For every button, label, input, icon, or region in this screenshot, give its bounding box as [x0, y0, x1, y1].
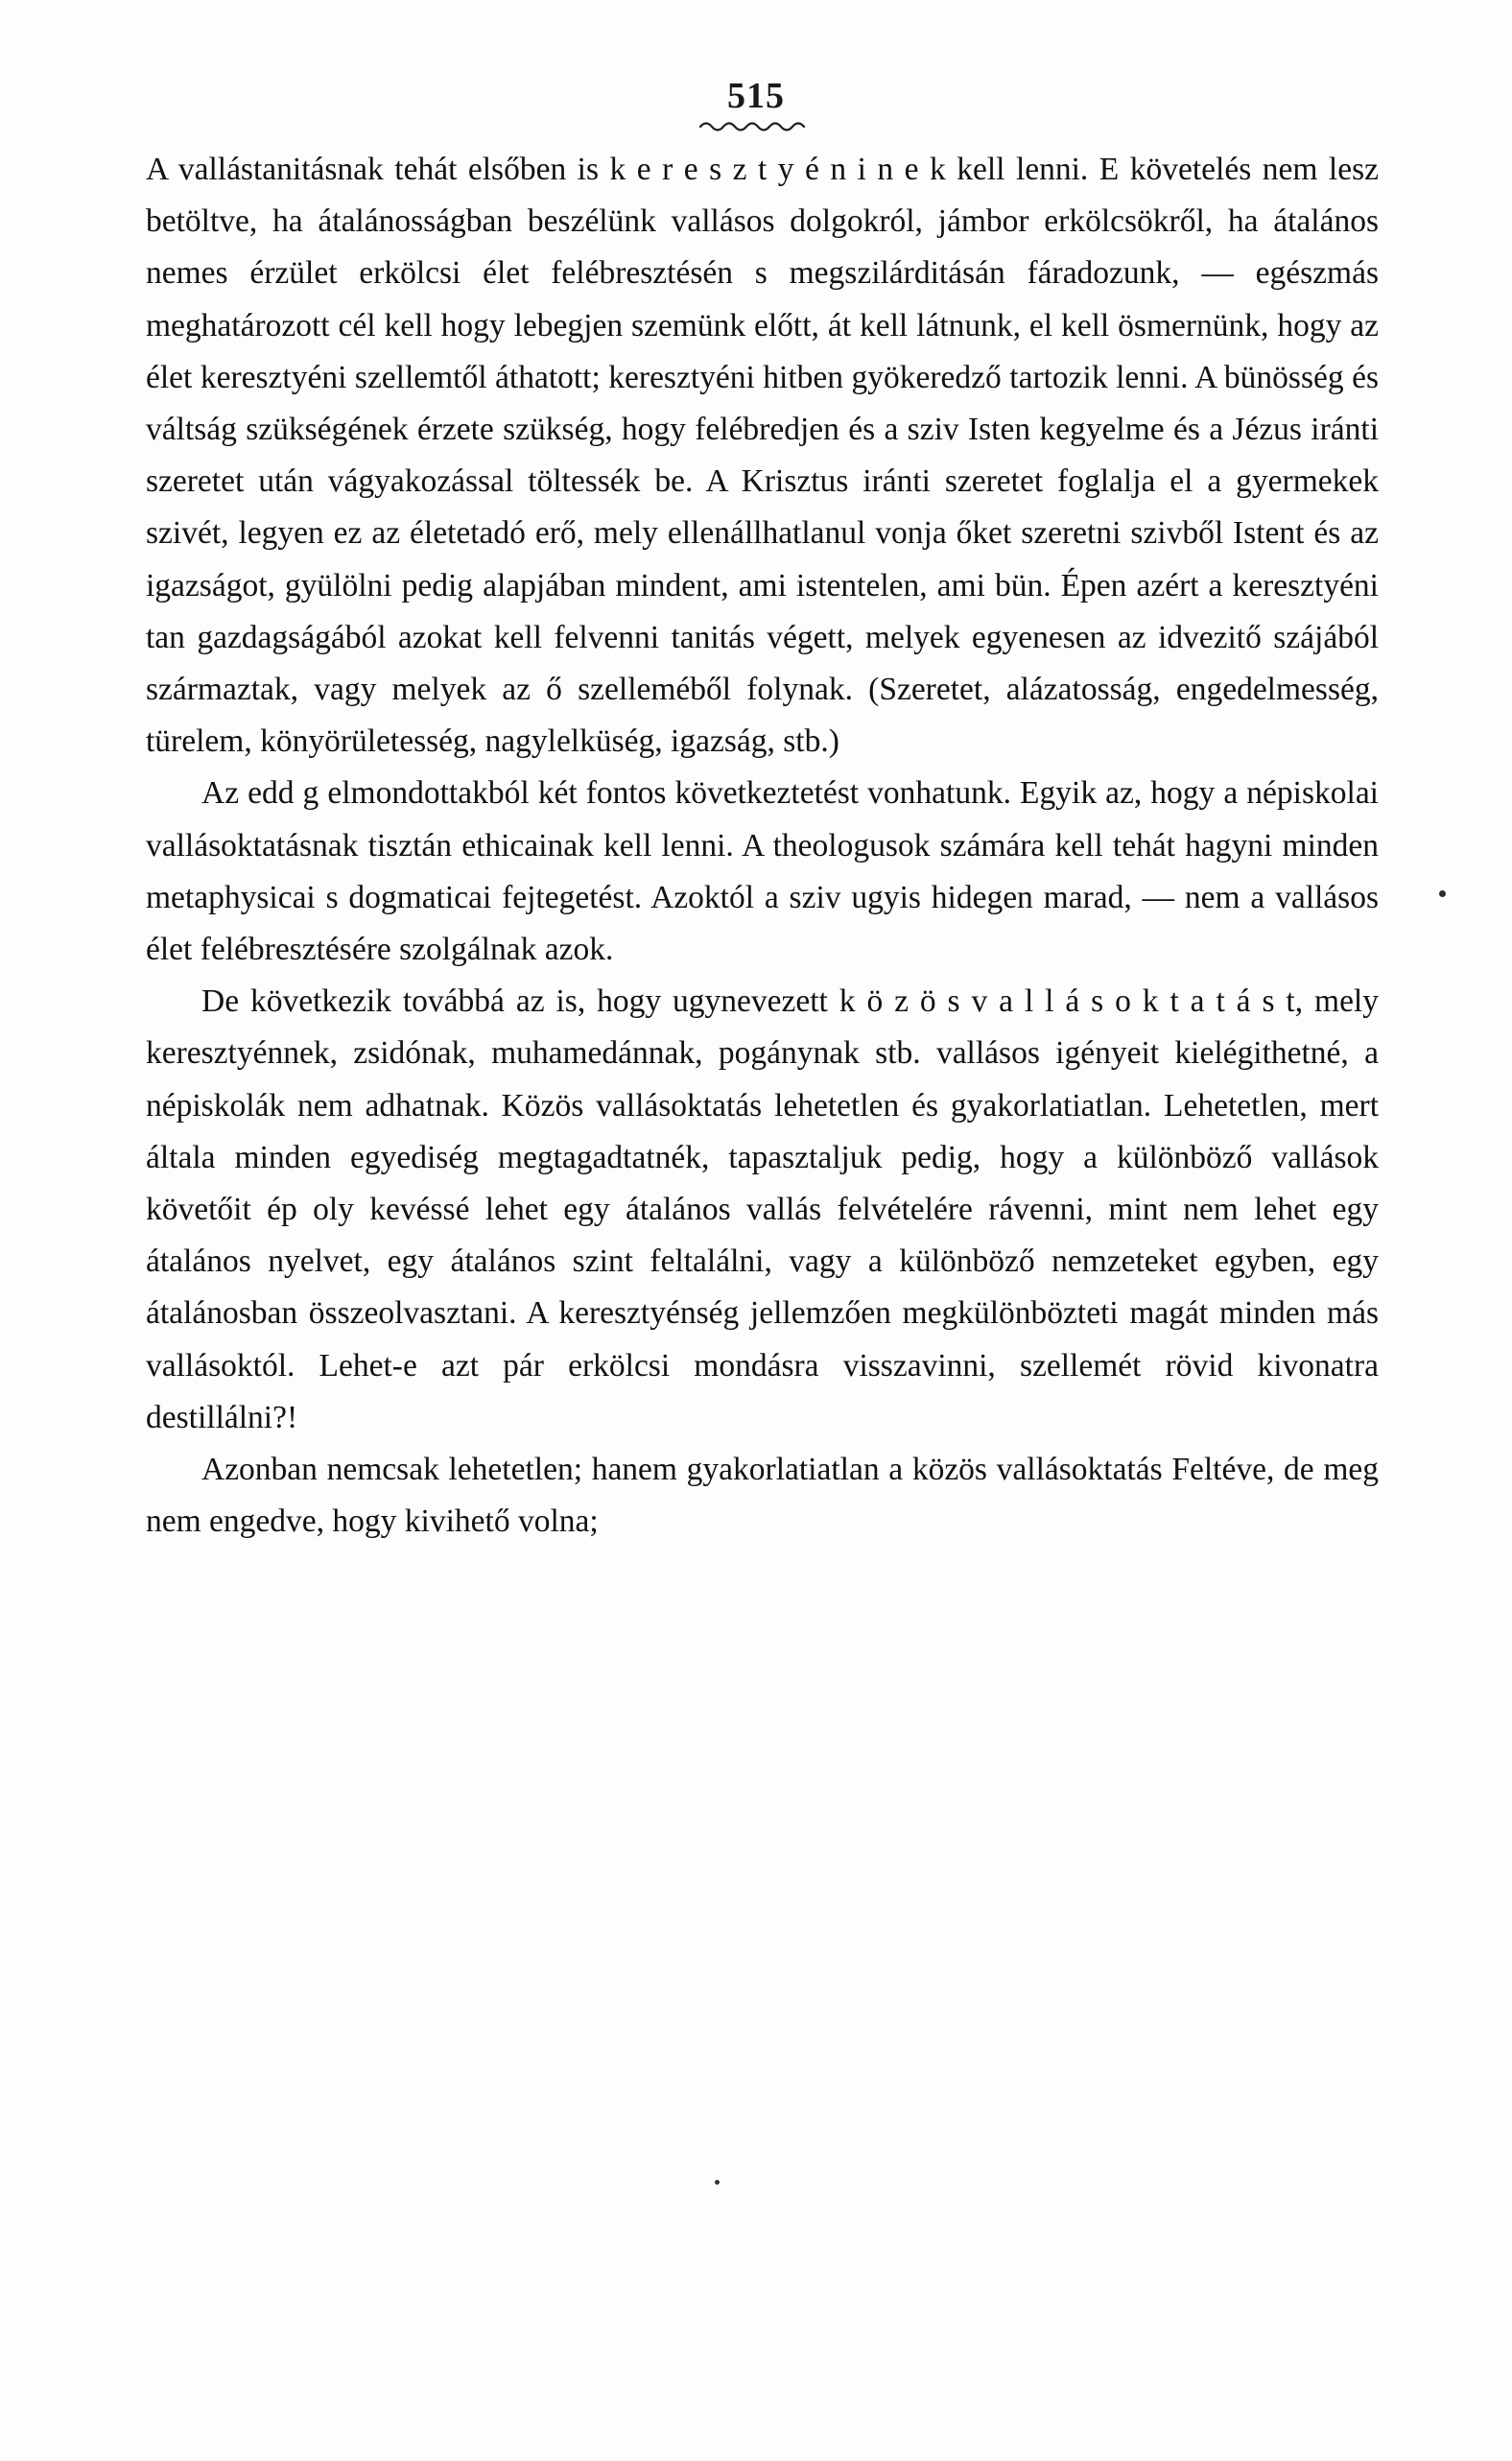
stray-ink-mark	[715, 2180, 720, 2185]
page-number: 515	[727, 76, 785, 116]
paragraph-4: Azonban nemcsak lehetetlen; hanem gyakorlatiatlan a közös vallásoktatás Feltéve, de meg nem engedve, hogy kivihető volna;	[146, 1452, 1379, 1540]
paragraph-3: De következik továbbá az is, hogy ugynevezett k ö z ö s v a l l á s o k t a t á s t, mely keresztyénnek, zsidónak, muhamedánnak, pogánynak stb. vallásos igényeit kielégithetné, a népiskolák nem adhatnak. Közös vallásoktatás lehetetlen és gyakorlatiatlan. Lehetetlen, mert általa minden egyediség megtagadtatnék, tapasztaljuk pedig, hogy a különböző vallások követőit ép oly kevéssé lehet egy átalános vallás felvételére rávenni, mint nem lehet egy átalános nyelvet, egy átalános szint feltalálni, vagy a különböző nemzeteket egyben, egy átalánosban összeolvasztani. A keresztyénség jellemzően megkülönbözteti magát minden más vallásoktól. Lehet-e azt pár erkölcsi mondásra visszavinni, szellemét rövid kivonatra destillálni?!	[146, 983, 1379, 1435]
page-body	[146, 144, 1379, 1548]
page-header	[0, 75, 1512, 134]
paragraph-1: A vallástanitásnak tehát elsőben is k e r e s z t y é n i n e k kell lenni. E követelés nem lesz betöltve, ha átalánosságban beszélünk vallásos dolgokról, jámbor erkölcsökről, ha átalános nemes érzület erkölcsi élet felébresztésén s megszilárditásán fáradozunk, — egészmás meghatározott cél kell hogy lebegjen szemünk előtt, át kell látnunk, el kell ösmernünk, hogy az élet keresztyéni szellemtől áthatott; keresztyéni hitben gyökeredző tartozik lenni. A bünösség és váltság szükségének érzete szükség, hogy felébredjen és a sziv Isten kegyelme és a Jézus iránti szeretet után vágyakozással töltessék be. A Krisztus iránti szeretet foglalja el a gyermekek szivét, legyen ez az életetadó erő, mely ellenállhatlanul vonja őket szeretni szivből Istent és az igazságot, gyülölni pedig alapjában mindent, ami istentelen, ami bün. Épen azért a keresztyéni tan gazdagságából azokat kell felvenni tanitás végett, melyek egyenesen az idvezitő szájából származtak, vagy melyek az ő szelleméből folynak. (Szeretet, alázatosság, engedelmesség, türelem, könyörületesség, nagylelküség, igazság, stb.)	[146, 152, 1379, 760]
paragraph-2: Az edd g elmondottakból két fontos következtetést vonhatunk. Egyik az, hogy a népiskolai vallásoktatásnak tisztán ethicainak kell lenni. A theologusok számára kell tehát hagyni minden metaphysicai s dogmaticai fejtegetést. Azoktól a sziv ugyis hidegen marad, — nem a vallásos élet felébresztésére szolgálnak azok.	[146, 775, 1379, 968]
marginal-mark	[1439, 890, 1446, 897]
wave-rule-ornament-icon	[698, 119, 814, 134]
